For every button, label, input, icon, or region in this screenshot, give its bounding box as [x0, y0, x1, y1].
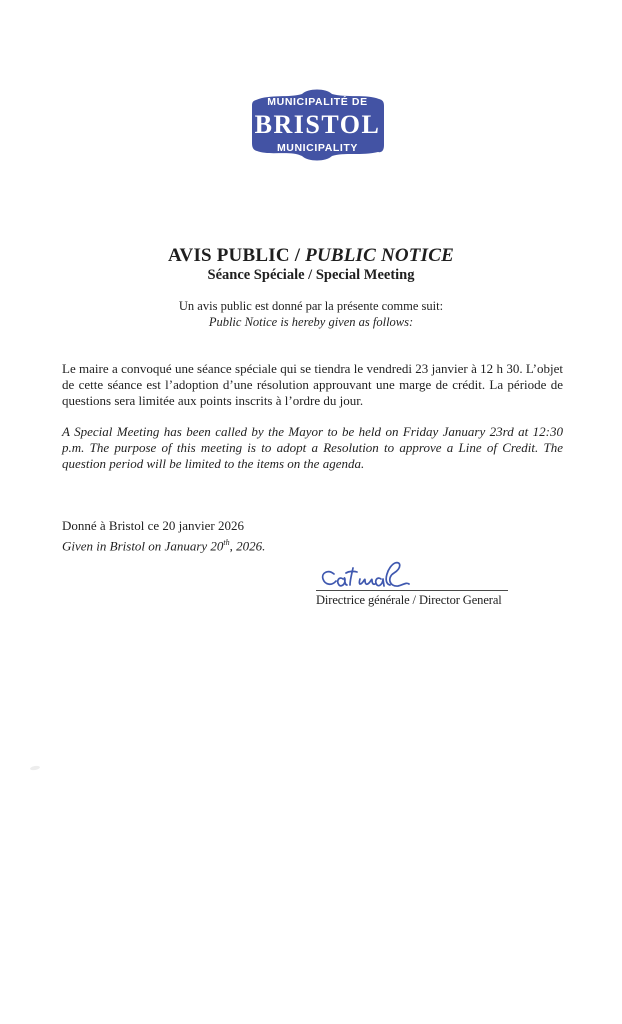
notice-subtitle: Séance Spéciale / Special Meeting	[207, 267, 415, 283]
body-paragraph-fr: Le maire a convoqué une séance spéciale qui se tiendra le vendredi 23 janvier à 12 h 30. L’objet de cette séance est l’adoption d’une résolution approuvant une marge de crédit. La période de questions sera limitée aux points inscrits à l’ordre du jour.	[62, 361, 563, 408]
notice-title	[0, 245, 622, 267]
dateline-fr: Donné à Bristol ce 20 janvier 2026	[62, 518, 244, 533]
notice-title-separator: /	[289, 245, 306, 266]
body-paragraph-en: A Special Meeting has been called by the Mayor to be held on Friday January 23rd at 12:30 p.m. The purpose of this meeting is to adopt a Resolution to approve a Line of Credit. The question period will be limited to the items on the agenda.	[62, 424, 563, 471]
notice-title-fr: AVIS PUBLIC	[168, 245, 290, 266]
dateline-en-superscript: th	[223, 538, 230, 547]
municipality-logo	[250, 84, 385, 166]
scan-artifact	[30, 765, 41, 771]
logo-text	[250, 84, 385, 166]
dateline-en-prefix: Given in Bristol on January 20	[62, 538, 224, 554]
intro-line-en: Public Notice is hereby given as follows:	[208, 315, 414, 329]
signature-block	[316, 560, 508, 608]
signature-line	[316, 560, 508, 591]
intro-line-fr: Un avis public est donné par la présente comme suit:	[178, 299, 444, 313]
logo-line-en: MUNICIPALITY	[276, 141, 359, 154]
dateline-en	[62, 534, 265, 554]
signature-stroke	[323, 563, 409, 586]
notice-title-en: PUBLIC NOTICE	[305, 245, 454, 266]
dateline-en-suffix: , 2026.	[229, 538, 266, 554]
handwritten-signature-icon	[318, 560, 428, 594]
logo-line-fr: MUNICIPALITÉ DE	[267, 95, 368, 108]
dateline	[62, 517, 265, 554]
logo-line-name: BRISTOL	[254, 109, 381, 139]
signature-title: Directrice générale / Director General	[316, 593, 502, 607]
